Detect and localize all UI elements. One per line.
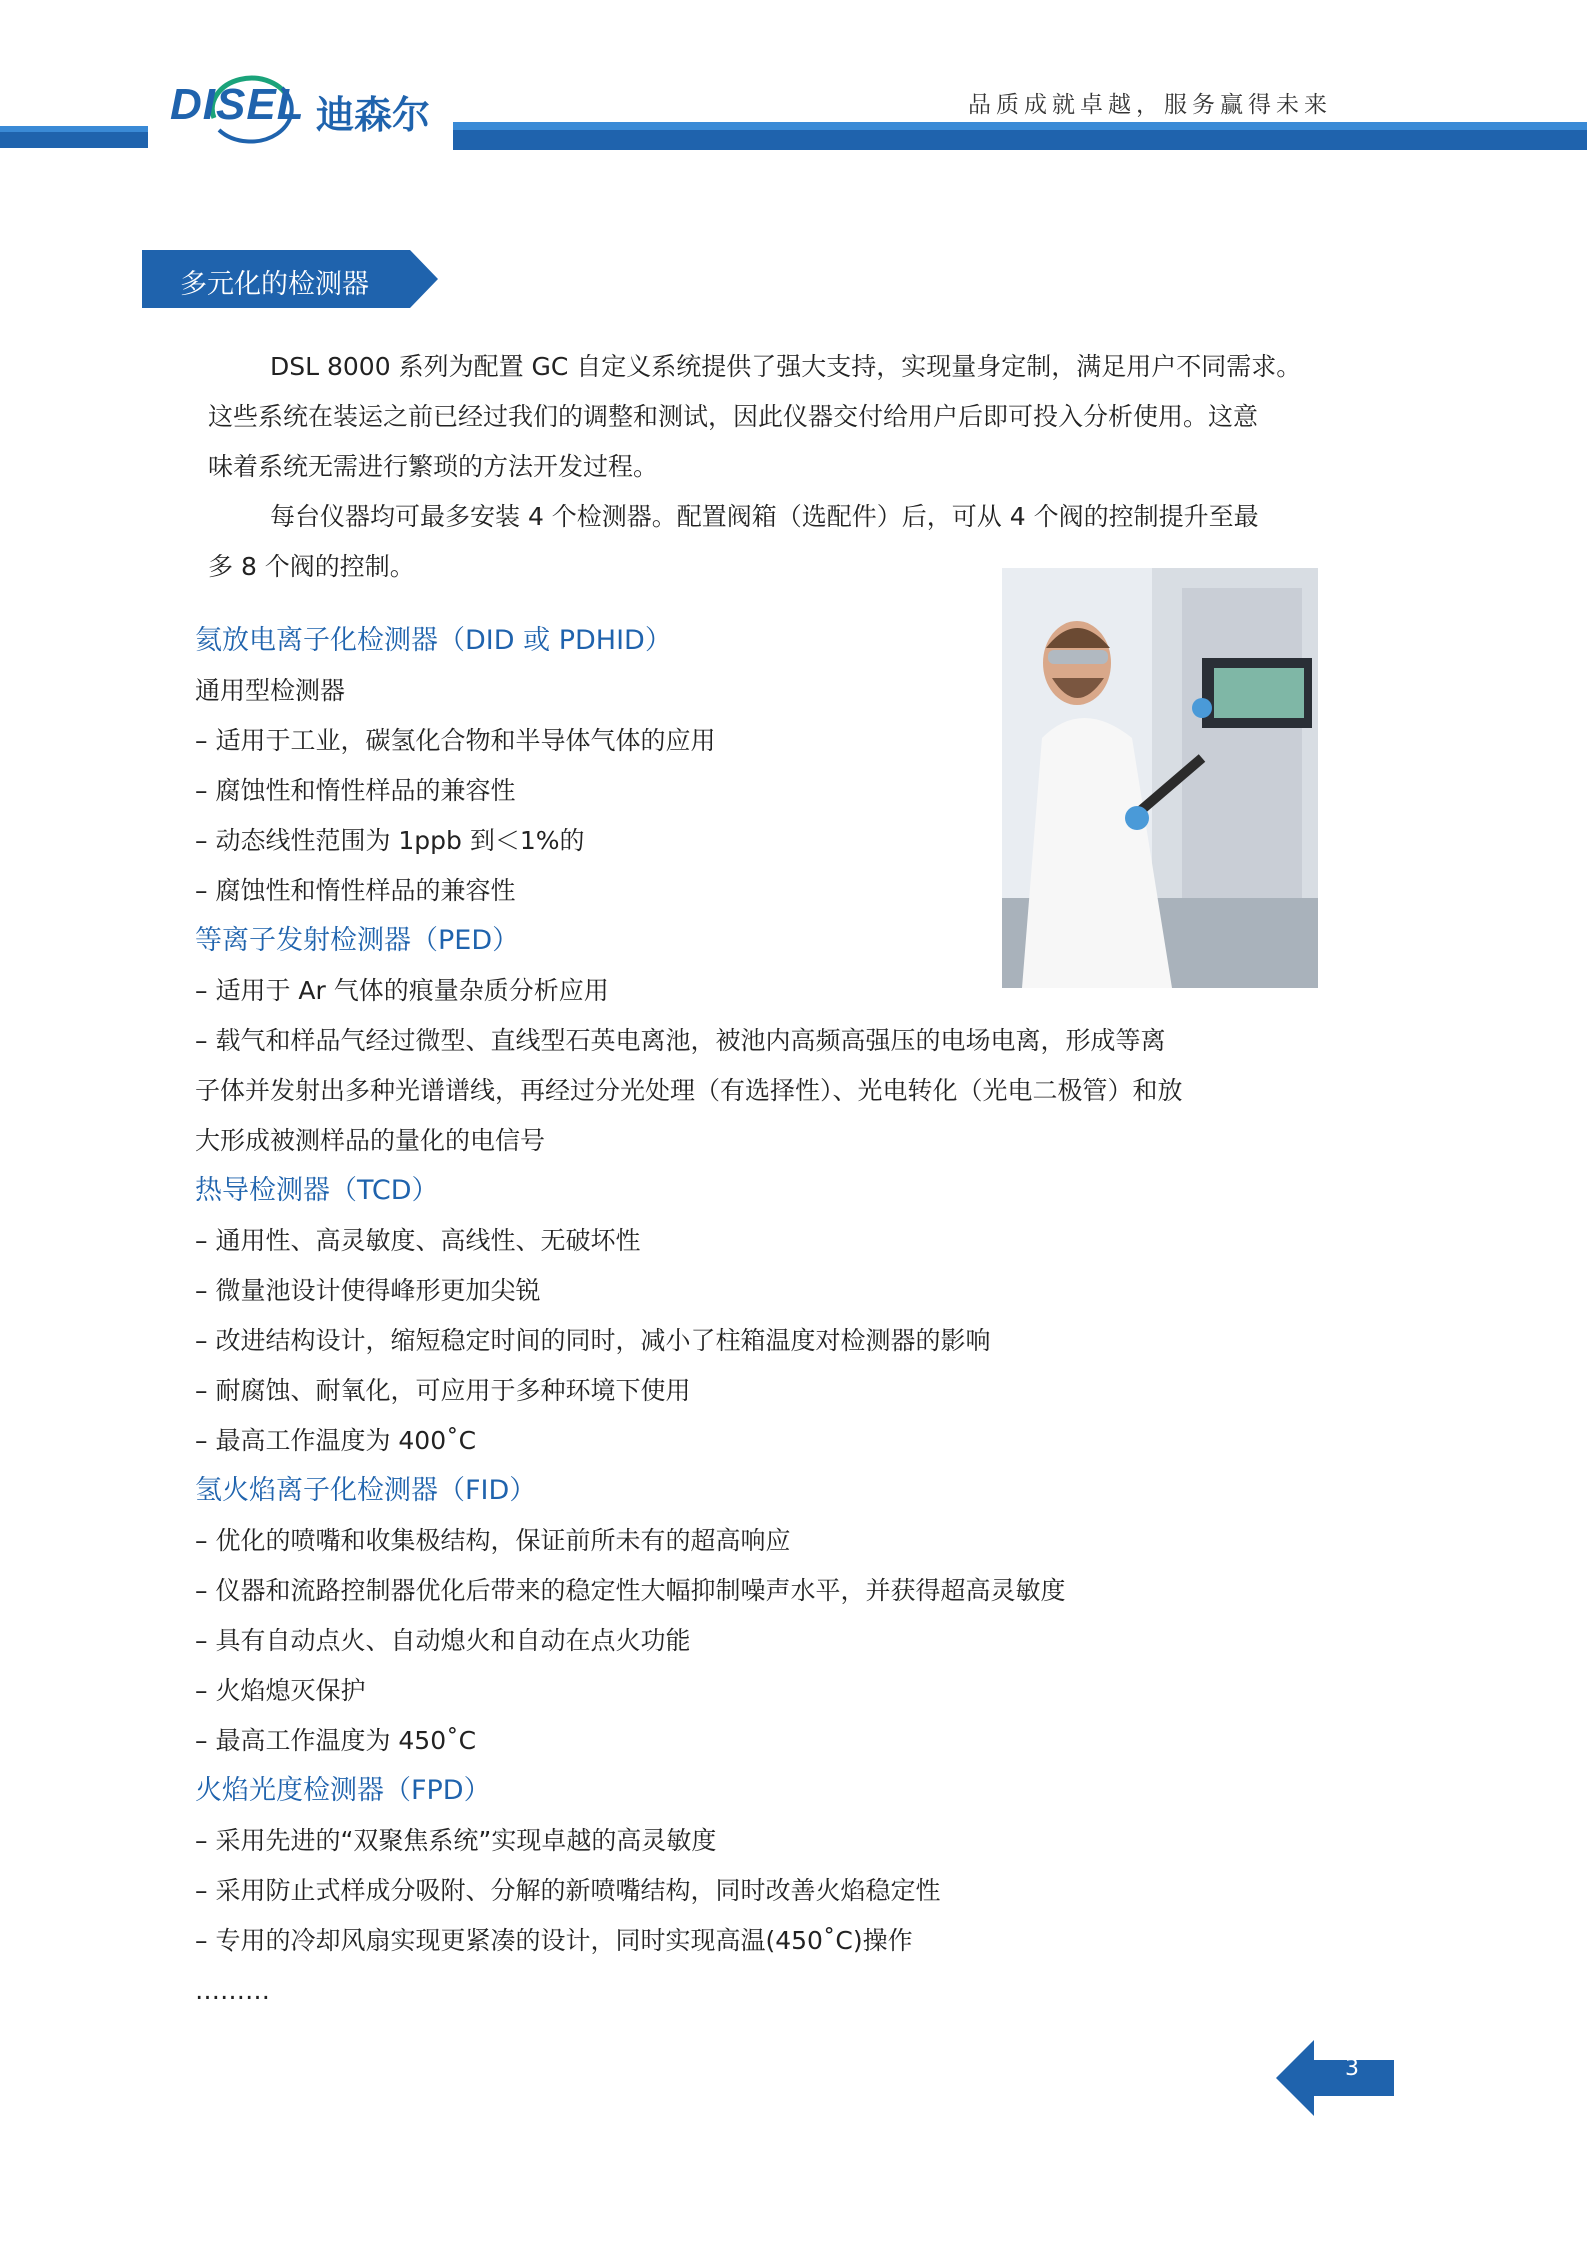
detector-heading-did: 氦放电离子化检测器（DID 或 PDHID） (195, 625, 672, 656)
detector-heading-tcd: 热导检测器（TCD） (195, 1175, 439, 1206)
detector-line: – 仪器和流路控制器优化后带来的稳定性大幅抑制噪声水平，并获得超高灵敏度 (195, 1576, 1066, 1605)
section-title: 多元化的检测器 (180, 269, 369, 300)
detector-list (195, 616, 1295, 2016)
intro-line: 每台仪器均可最多安装 4 个检测器。配置阀箱（选配件）后，可从 4 个阀的控制提升至最 (270, 502, 1259, 531)
logo-text-en: DISEL (170, 80, 305, 129)
header-bar-right-accent (453, 122, 1587, 130)
detector-heading-fid: 氢火焰离子化检测器（FID） (195, 1475, 537, 1506)
logo-text-cn: 迪森尔 (316, 93, 431, 137)
intro-line: DSL 8000 系列为配置 GC 自定义系统提供了强大支持，实现量身定制，满足用户不同需求。 (270, 352, 1302, 381)
detector-line: 大形成被测样品的量化的电信号 (195, 1126, 546, 1155)
detector-line: – 微量池设计使得峰形更加尖锐 (195, 1276, 541, 1305)
detector-line: – 腐蚀性和惰性样品的兼容性 (195, 776, 516, 805)
detector-heading-fpd: 火焰光度检测器（FPD） (195, 1775, 491, 1806)
detector-line: – 火焰熄灭保护 (195, 1676, 366, 1705)
intro-line: 这些系统在装运之前已经过我们的调整和测试，因此仪器交付给用户后即可投入分析使用。这意 (208, 402, 1259, 431)
detector-line: – 适用于工业，碳氢化合物和半导体气体的应用 (195, 726, 716, 755)
page-number: 3 (1345, 2056, 1359, 2081)
detector-line: – 最高工作温度为 400˚C (195, 1426, 477, 1455)
intro-line: 味着系统无需进行繁琐的方法开发过程。 (208, 452, 659, 481)
header-slogan: 品质成就卓越，服务赢得未来 (968, 92, 1332, 118)
detector-line: – 载气和样品气经过微型、直线型石英电离池，被池内高频高强压的电场电离，形成等离 (195, 1026, 1166, 1055)
detector-line: – 改进结构设计，缩短稳定时间的同时，减小了柱箱温度对检测器的影响 (195, 1326, 991, 1355)
detector-line: – 优化的喷嘴和收集极结构，保证前所未有的超高响应 (195, 1526, 791, 1555)
detector-line: – 通用性、高灵敏度、高线性、无破坏性 (195, 1226, 641, 1255)
detector-line: – 最高工作温度为 450˚C (195, 1726, 477, 1755)
detector-line: – 采用防止式样成分吸附、分解的新喷嘴结构，同时改善火焰稳定性 (195, 1876, 941, 1905)
detector-line: – 动态线性范围为 1ppb 到＜1%的 (195, 826, 585, 855)
detector-line: – 专用的冷却风扇实现更紧凑的设计，同时实现高温(450˚C)操作 (195, 1926, 913, 1955)
section-title-banner (142, 250, 442, 308)
intro-line: 多 8 个阀的控制。 (208, 552, 415, 581)
detector-line: – 采用先进的“双聚焦系统”实现卓越的高灵敏度 (195, 1826, 717, 1855)
detector-line: – 腐蚀性和惰性样品的兼容性 (195, 876, 516, 905)
header-bar-left-accent (0, 126, 148, 132)
page-number-badge (1276, 2038, 1396, 2118)
detector-line: 子体并发射出多种光谱谱线，再经过分光处理（有选择性）、光电转化（光电二极管）和放 (195, 1076, 1183, 1105)
intro-paragraph-1 (208, 342, 1328, 492)
detector-line: – 耐腐蚀、耐氧化，可应用于多种环境下使用 (195, 1376, 691, 1405)
detector-line: – 具有自动点火、自动熄火和自动在点火功能 (195, 1626, 691, 1655)
ellipsis-line: ……… (195, 1976, 270, 2005)
brand-logo (170, 58, 430, 148)
detector-heading-ped: 等离子发射检测器（PED） (195, 925, 520, 956)
detector-line: 通用型检测器 (195, 676, 346, 705)
detector-line: – 适用于 Ar 气体的痕量杂质分析应用 (195, 976, 609, 1005)
